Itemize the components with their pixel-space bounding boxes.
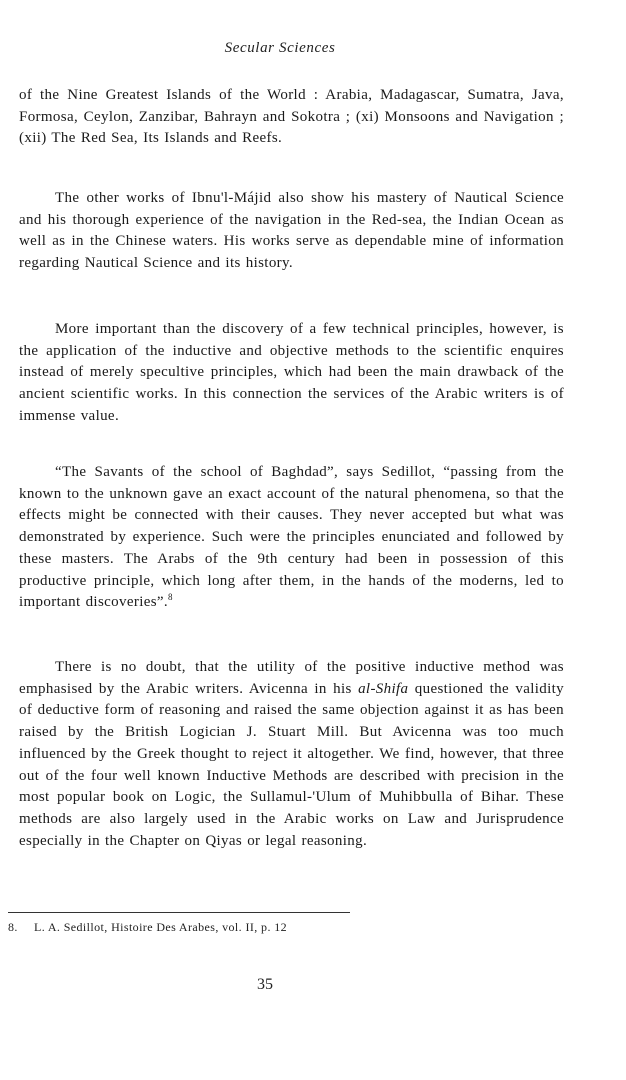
quote-text: “The Savants of the school of Baghdad”, says Sedillot, “passing from the known to the unknown gave an exact account of the natural phenomena, so that the effects might be connected with their causes. They never accepted but what was demonstrated by experience. Such were the principles enunciated and followed by these masters. The Arabs of the 9th century had been in possession of this productive principle, which long after them, in the hands of the moderns, led to important discoveries”. (19, 464, 564, 611)
footnote-reference: 8 (168, 592, 173, 603)
page-number: 35 (257, 976, 273, 993)
paragraph-text (19, 657, 564, 852)
footnote-text: L. A. Sedillot, Histoire Des Arabes, vol. II, p. 12 (34, 920, 288, 934)
paragraph-islands-list (19, 85, 564, 150)
running-header: Secular Sciences (224, 40, 336, 56)
book-title-italic: al-Shifa (358, 680, 409, 697)
paragraph-text: The other works of Ibnu'l-Májid also show his mastery of Nautical Science and his thorough experience of the navigation in the Red-sea, the Indian Ocean as well as in the Chinese waters. His works serve as dependable mine of information regarding Nautical Science and its history. (19, 190, 564, 272)
paragraph-ibnul-majid (19, 188, 564, 275)
paragraph-text: of the Nine Greatest Islands of the World : Arabia, Madagascar, Sumatra, Java, Formosa, Ceylon, Zanzibar, Bahrayn and Sokotra ; (xi) Monsoons and Navigation ; (xii) The Red Sea, Its Islands and Reefs. (19, 87, 564, 147)
paragraph-text-part: questioned the validity of deductive form of reasoning and raised the same objection against it as has been raised by the British Logician J. Stuart Mill. But Avicenna was too much influenced by the Greek thought to reject it altogether. We find, however, that three out of the four well known Inductive Methods are described with precision in the most popular book on Logic, the Sullamul-'Ulum of Muhibbulla of Bihar. These methods are also largely used in the Arabic works on Law and Jurisprudence especially in the Chapter on Qiyas or legal reasoning. (19, 680, 564, 849)
paragraph-avicenna (19, 657, 564, 852)
footnote-divider (8, 912, 350, 913)
paragraph-text: More important than the discovery of a few technical principles, however, is the application of the inductive and objective methods to the scientific enquires instead of merely specultive principles, which had been the main drawback of the ancient scientific works. In this connection the services of the Arabic writers is of immense value. (19, 321, 564, 424)
paragraph-text (19, 462, 564, 614)
paragraph-text-part: There is no doubt, that the utility of the positive inductive method was emphasised by the Arabic writers. Avicenna in his (19, 659, 564, 697)
paragraph-sedillot-quote (19, 462, 564, 614)
footnote (8, 920, 548, 935)
footnote-number: 8. (8, 920, 18, 934)
paragraph-inductive-methods (19, 319, 564, 428)
